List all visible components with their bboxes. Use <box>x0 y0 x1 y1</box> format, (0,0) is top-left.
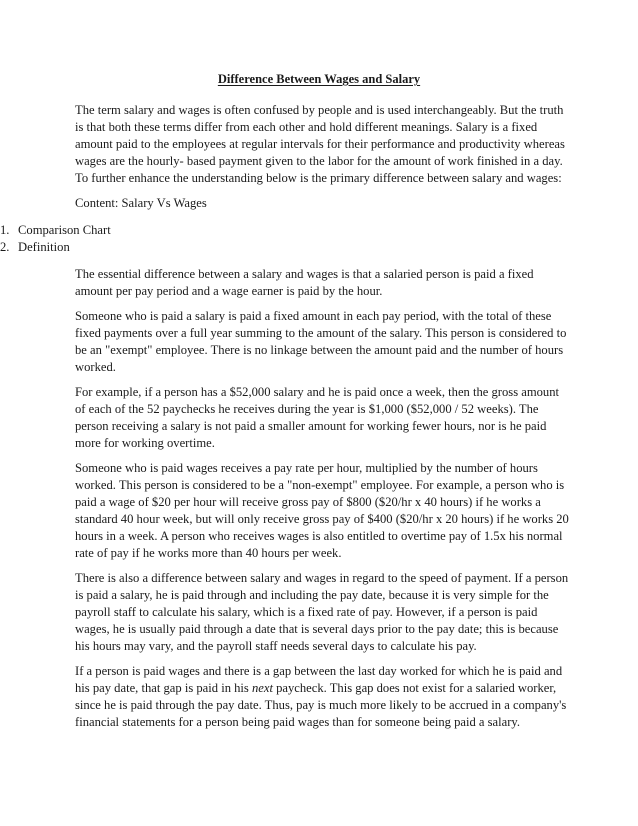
list-label: Definition <box>18 240 70 254</box>
emphasized-word: next <box>251 681 273 695</box>
last-paragraph-end: paycheck. This gap does not exist for a salaried worker, since he is paid through the pay date. Thus, pay is much more likely to be accrued in a company's financial statements for a person being paid wages than for someone being paid a salary. <box>75 681 567 729</box>
body-paragraph: Someone who is paid a salary is paid a fixed amount in each pay period, with the total of these fixed payments over a full year summing to the amount of the salary. This person is considered to be an "exempt" employee. There is no linkage between the amount paid and the number of hours worked. <box>75 309 567 374</box>
list-item <box>0 222 571 239</box>
last-paragraph <box>75 663 571 731</box>
body-paragraph: The essential difference between a salary and wages is that a salaried person is paid a fixed amount per pay period and a wage earner is paid by the hour. <box>75 267 534 298</box>
body-paragraph: Someone who is paid wages receives a pay rate per hour, multiplied by the number of hours worked. This person is considered to be a "non-exempt" employee. For example, a person who is paid a wage of $20 per hour will receive gross pay of $800 ($20/hr x 40 hours) if he works a standard 40 hour week, but will only receive gross pay of $400 ($20/hr x 20 hours) if he works 20 hours in a week. A person who receives wages is also entitled to overtime pay of 1.5x his normal rate of pay if he works more than 40 hours per week. <box>75 461 569 560</box>
list-item <box>0 239 571 256</box>
content-line: Content: Salary Vs Wages <box>75 196 207 210</box>
list-label: Comparison Chart <box>18 223 111 237</box>
contents-list <box>0 222 571 256</box>
list-number: 2. <box>0 240 10 254</box>
list-number: 1. <box>0 223 10 237</box>
document-title: Difference Between Wages and Salary <box>217 72 421 86</box>
last-paragraph-start: If a person is paid wages and there is a gap between the last day worked for which he is paid and his pay date, that gap is paid in his <box>75 664 563 695</box>
intro-paragraph: The term salary and wages is often confused by people and is used interchangeably. But the truth is that both these terms differ from each other and hold different meanings. Salary is a fixed amount paid to the employees at regular intervals for their performance and productivity whereas wages are the hourly- based payment given to the labor for the amount of work finished in a day. To further enhance the understanding below is the primary difference between salary and wages: <box>75 103 565 185</box>
body-paragraph: There is also a difference between salary and wages in regard to the speed of payment. If a person is paid a salary, he is paid through and including the pay date, because it is very simple for the payroll staff to calculate his salary, which is a fixed rate of pay. However, if a person is paid wages, he is usually paid through a date that is several days prior to the pay date; this is because his hours may vary, and the payroll staff needs several days to calculate his pay. <box>75 571 569 653</box>
document-body <box>0 102 571 739</box>
body-paragraph: For example, if a person has a $52,000 salary and he is paid once a week, then the gross amount of each of the 52 paychecks he receives during the year is $1,000 ($52,000 / 52 weeks). The person receiving a salary is not paid a smaller amount for working fewer hours, nor is he paid more for working overtime. <box>75 385 560 450</box>
